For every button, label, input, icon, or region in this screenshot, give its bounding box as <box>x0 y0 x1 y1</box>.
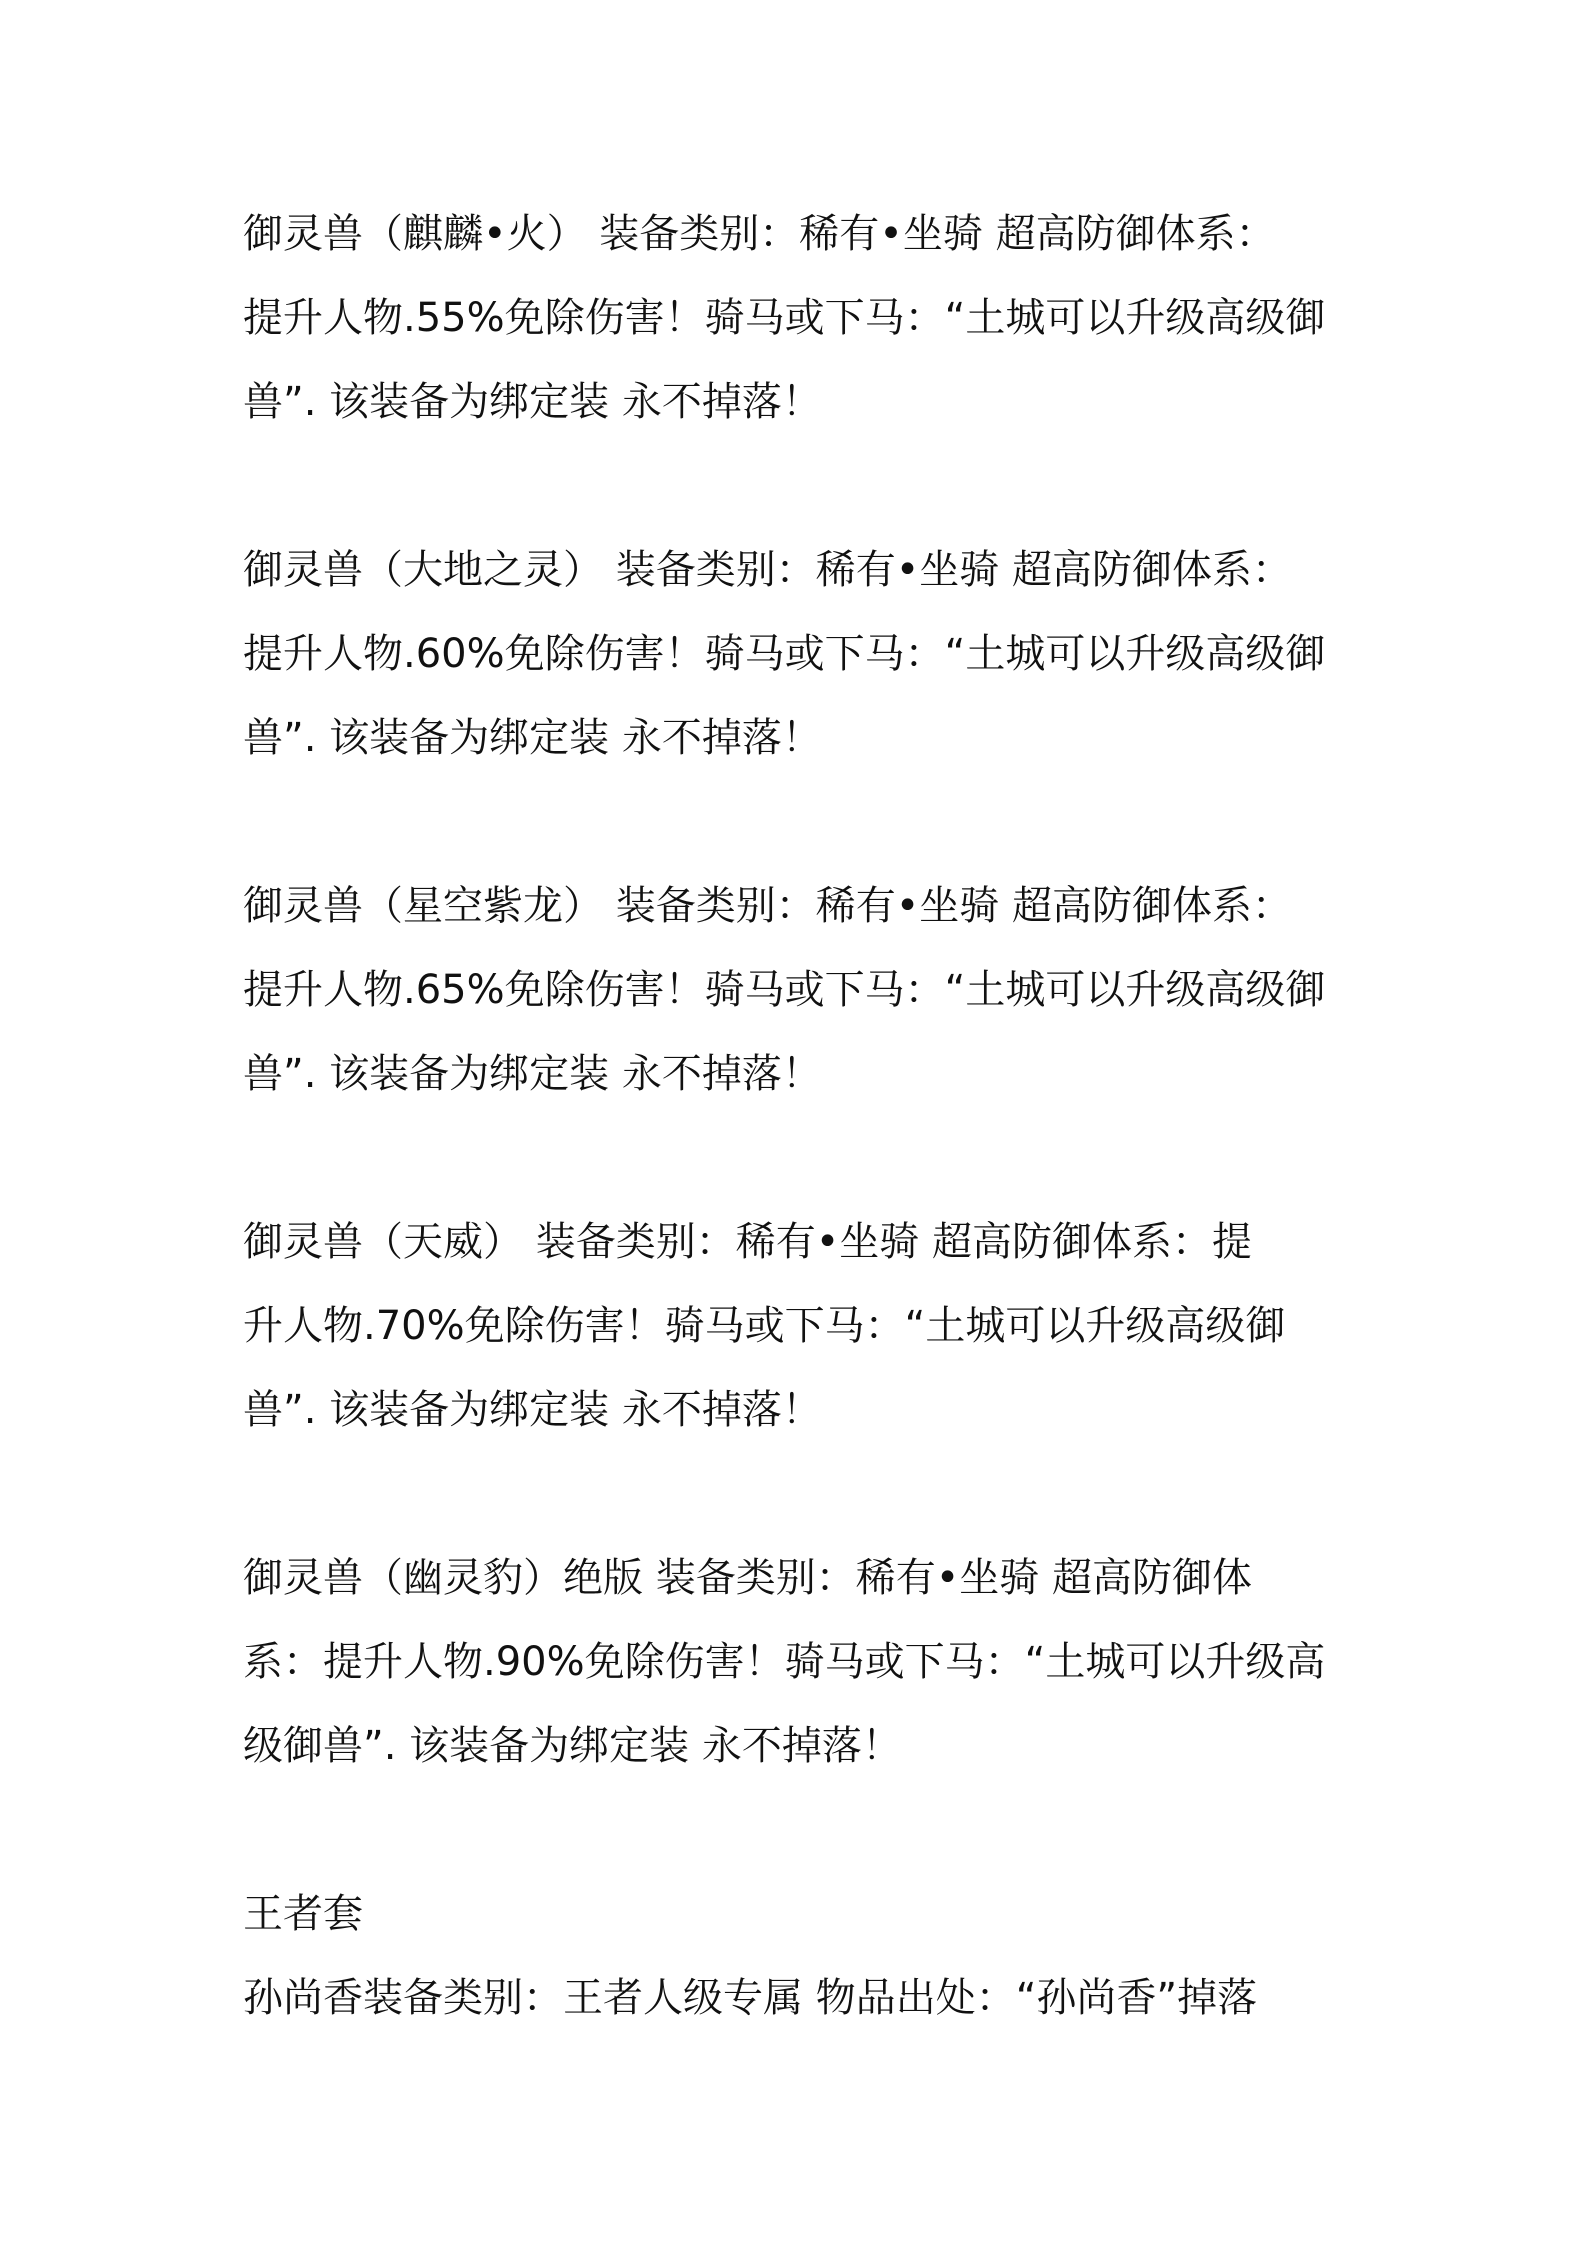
document-page <box>243 192 1355 2040</box>
section-title: 王者套 <box>243 1891 363 1937</box>
entry-line: 系：提升人物.90%免除伤害！骑马或下马：“土城可以升级高 <box>243 1639 1326 1685</box>
entry-line: 级御兽”. 该装备为绑定装 永不掉落！ <box>243 1723 902 1769</box>
entry-line: 兽”. 该装备为绑定装 永不掉落！ <box>243 1051 822 1097</box>
entry-line: 御灵兽（幽灵豹）绝版 装备类别：稀有•坐骑 超高防御体 <box>243 1555 1253 1601</box>
entry-line: 提升人物.60%免除伤害！骑马或下马：“土城可以升级高级御 <box>243 631 1326 677</box>
entry-line: 升人物.70%免除伤害！骑马或下马：“土城可以升级高级御 <box>243 1303 1286 1349</box>
entry-starry-purple-dragon <box>243 864 1355 1116</box>
entry-tianwei <box>243 1200 1355 1452</box>
entry-line: 兽”. 该装备为绑定装 永不掉落！ <box>243 715 822 761</box>
entry-qilin-fire <box>243 192 1355 444</box>
entry-line: 兽”. 该装备为绑定装 永不掉落！ <box>243 1387 822 1433</box>
entry-line: 御灵兽（天威） 装备类别：稀有•坐骑 超高防御体系：提 <box>243 1219 1253 1265</box>
entry-line: 御灵兽（麒麟•火） 装备类别：稀有•坐骑 超高防御体系： <box>243 211 1276 257</box>
entry-line: 提升人物.55%免除伤害！骑马或下马：“土城可以升级高级御 <box>243 295 1326 341</box>
entry-earth-spirit <box>243 528 1355 780</box>
entry-line: 提升人物.65%免除伤害！骑马或下马：“土城可以升级高级御 <box>243 967 1326 1013</box>
entry-ghost-leopard <box>243 1536 1355 1788</box>
entry-line: 御灵兽（星空紫龙） 装备类别：稀有•坐骑 超高防御体系： <box>243 883 1293 929</box>
section-king-set <box>243 1872 1355 2040</box>
entry-line: 御灵兽（大地之灵） 装备类别：稀有•坐骑 超高防御体系： <box>243 547 1293 593</box>
section-line: 孙尚香装备类别：王者人级专属 物品出处：“孙尚香”掉落 <box>243 1975 1258 2021</box>
entry-line: 兽”. 该装备为绑定装 永不掉落！ <box>243 379 822 425</box>
